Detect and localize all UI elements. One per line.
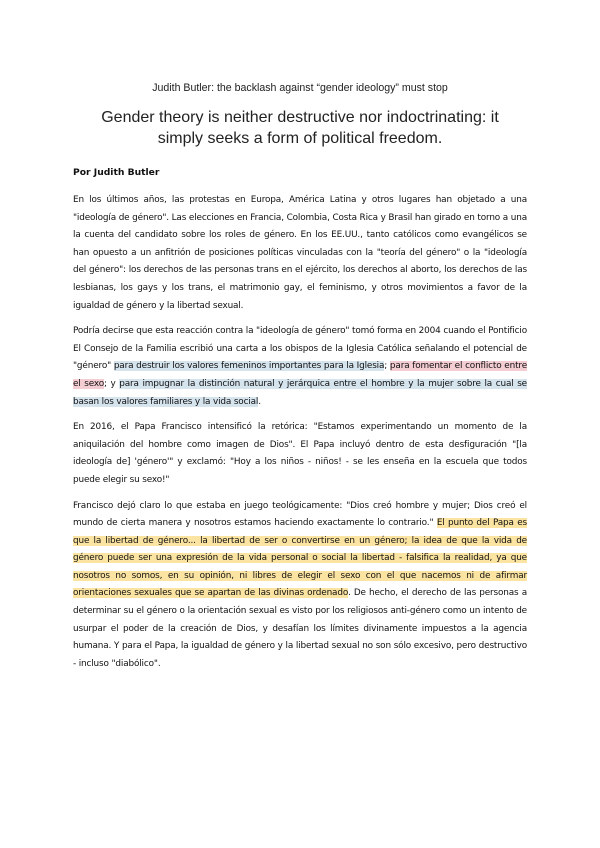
highlight-blue-2: para impugnar la distinción natural y jerárquica entre el hombre y la mujer sobre la cual se basan los valores familiares y la vida social: [73, 378, 527, 407]
paragraph-4-end: . De hecho, el derecho de las personas a determinar su el género o la orientación sexual es visto por los religiosos anti-género como un intento de usurpar el poder de la creación de Dios, y desafían los límites divinamente impuestos a la agencia humana. Y para el Papa, la igualdad de género y la libertad sexual no son sólo excesivo, pero destructivo - incluso "diabólico".: [73, 588, 527, 669]
paragraph-4: [73, 498, 527, 674]
paragraph-3: En 2016, el Papa Francisco intensificó la retórica: "Estamos experimentando un momento de la aniquilación del hombre como imagen de Dios". El Papa incluyó dentro de esta desfiguración "[la ideología de] 'género'" y exclamó: "Hoy a los niños - niños! - se les enseña en la escuela que todos puede elegir su sexo!": [73, 422, 527, 485]
paragraph-2: [73, 323, 527, 411]
article-header: Judith Butler: the backlash against “gender ideology” must stop: [152, 82, 448, 94]
article-subtitle: Gender theory is neither destructive nor indoctrinating: it simply seeks a form of political freedom.: [101, 109, 499, 147]
separator-1: ;: [384, 361, 390, 372]
highlight-pink: para fomentar el conflicto entre el sexo: [73, 361, 528, 389]
highlight-yellow: El punto del Papa es que la libertad de género... la libertad de ser o convertirse en un género; la idea de que la vida de género puede ser una expresión de la vida personal o social la libertad - falsifica la realidad, ya que nosotros no somos, en su opinión, ni libres de elegir el sexo con el que nacemos ni de afirmar orientaciones sexuales que se apartan de las divinas ordenado: [73, 518, 527, 599]
highlight-blue-1: para destruir los valores femeninos importantes para la Iglesia: [113, 361, 385, 372]
paragraph-4-text: Francisco dejó claro lo que estaba en juego teológicamente: "Dios creó hombre y mujer; Dios creó el mundo de cierta manera y nosotros estamos haciendo exactamente lo contrario.": [73, 500, 527, 529]
paragraph-2-text: Podría decirse que esta reacción contra la "ideología de género" tomó forma en 2004 cuando el Pontificio El Consejo de la Familia escribió una carta a los obispos de la Iglesia Católica señalando el potencial de "género": [73, 326, 527, 372]
separator-2: ; y: [104, 378, 120, 389]
paragraph-2-end: .: [258, 396, 261, 407]
byline: Por Judith Butler: [73, 167, 160, 178]
paragraph-1: En los últimos años, las protestas en Europa, América Latina y otros lugares han objetado a una "ideología de género". Las elecciones en Francia, Colombia, Costa Rica y Brasil han girado en torno a una la cuenta del candidato sobre los roles de género. En los EE.UU., tanto católicos como evangélicos se han opuesto a un anfitrión de posiciones políticas vinculadas con la "teoría del género" o la "ideología del género": los derechos de las personas trans en el ejército, los derechos al aborto, los derechos de las lesbianas, los gays y los trans, el matrimonio gay, el feminismo, y otros movimientos a favor de la igualdad de género y la libertad sexual.: [73, 195, 527, 311]
